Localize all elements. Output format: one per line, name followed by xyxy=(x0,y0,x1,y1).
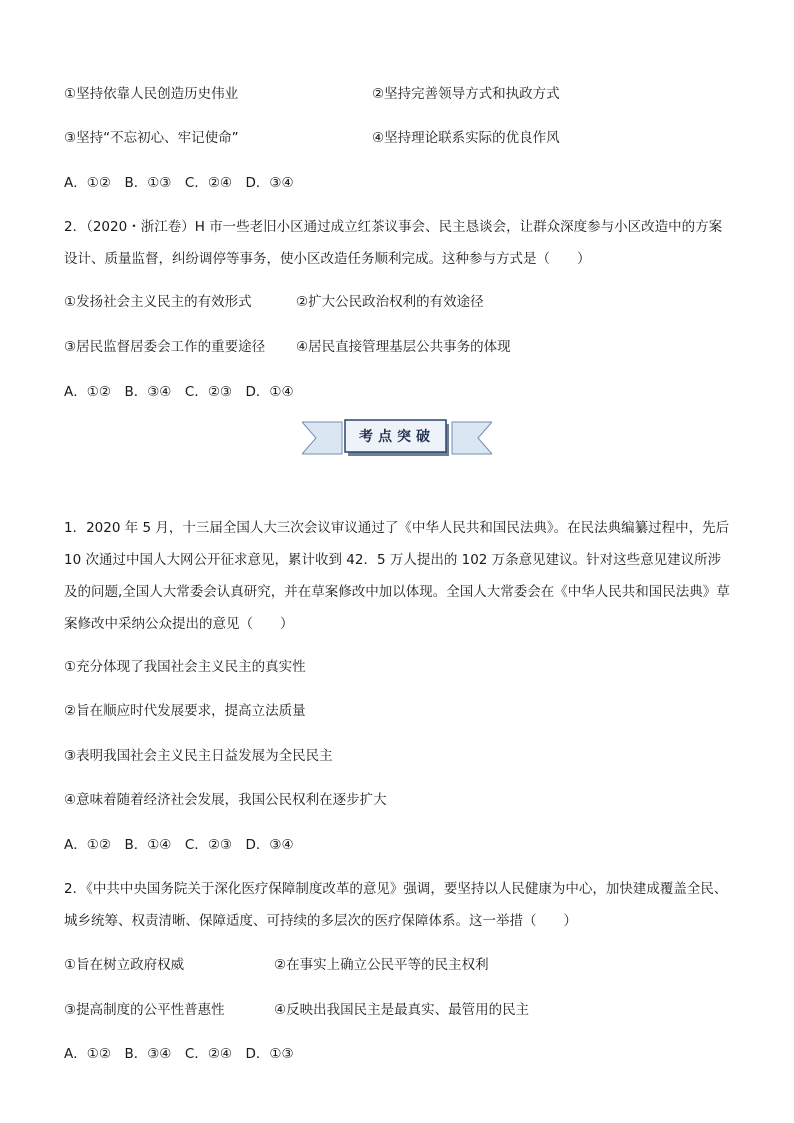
option-1: ①坚持依靠人民创造历史伟业 xyxy=(64,86,239,102)
question-1-stem: 1．2020 年 5 月，十三届全国人大三次会议审议通过了《中华人民共和国民法典》。在民法典编纂过程中，先后 10 次通过中国人大网公开征求意见，累计收到 42．5 万人提出的 102 万条意见建议。针对这些意见建议所涉及的问题,全国人大常委会认真研究，并在草案修改中加以体现。全国人大常委会在《中华人民共和国民法典》草案修改中采纳公众提出的意见（ ） xyxy=(64,520,730,632)
option-2: ②在事实上确立公民平等的民主权利 xyxy=(274,957,489,973)
option-2: ②旨在顺应时代发展要求，提高立法质量 xyxy=(64,703,306,719)
option-4: ④居民直接管理基层公共事务的体现 xyxy=(296,339,511,355)
option-3: ③坚持“不忘初心、牢记使命” xyxy=(64,130,239,146)
question-2-stem: 2．（2020・浙江卷）H 市一些老旧小区通过成立红茶议事会、民主恳谈会，让群众深度参与小区改造中的方案设计、质量监督，纠纷调停等事务，使小区改造任务顺利完成。这种参与方式是（ ） xyxy=(64,219,723,267)
option-2: ②坚持完善领导方式和执政方式 xyxy=(372,86,560,102)
option-3: ③表明我国社会主义民主日益发展为全民民主 xyxy=(64,748,333,764)
option-4: ④意味着随着经济社会发展，我国公民权利在逐步扩大 xyxy=(64,792,387,808)
option-4: ④坚持理论联系实际的优良作风 xyxy=(372,130,560,146)
answer-choices: A．①② B．③④ C．②③ D．①④ xyxy=(64,384,294,400)
banner-title: 考点突破 xyxy=(359,429,435,445)
answer-choices: A．①② B．①③ C．②④ D．③④ xyxy=(64,175,294,191)
option-1: ①充分体现了我国社会主义民主的真实性 xyxy=(64,659,306,675)
answer-choices: A．①② B．③④ C．②④ D．①③ xyxy=(64,1046,294,1062)
option-4: ④反映出我国民主是最真实、最管用的民主 xyxy=(274,1002,530,1018)
question-2-stem: 2．《中共中央国务院关于深化医疗保障制度改革的意见》强调，要坚持以人民健康为中心，加快建成覆盖全民、城乡统筹、权责清晰、保障适度、可持续的多层次的医疗保障体系。这一举措（ ） xyxy=(64,881,728,929)
section-banner xyxy=(302,418,492,458)
option-2: ②扩大公民政治权利的有效途径 xyxy=(296,294,484,310)
option-1: ①发扬社会主义民主的有效形式 xyxy=(64,294,252,310)
answer-choices: A．①② B．①④ C．②③ D．③④ xyxy=(64,837,294,853)
option-3: ③提高制度的公平性普惠性 xyxy=(64,1002,225,1018)
option-1: ①旨在树立政府权威 xyxy=(64,957,185,973)
option-3: ③居民监督居委会工作的重要途径 xyxy=(64,339,266,355)
